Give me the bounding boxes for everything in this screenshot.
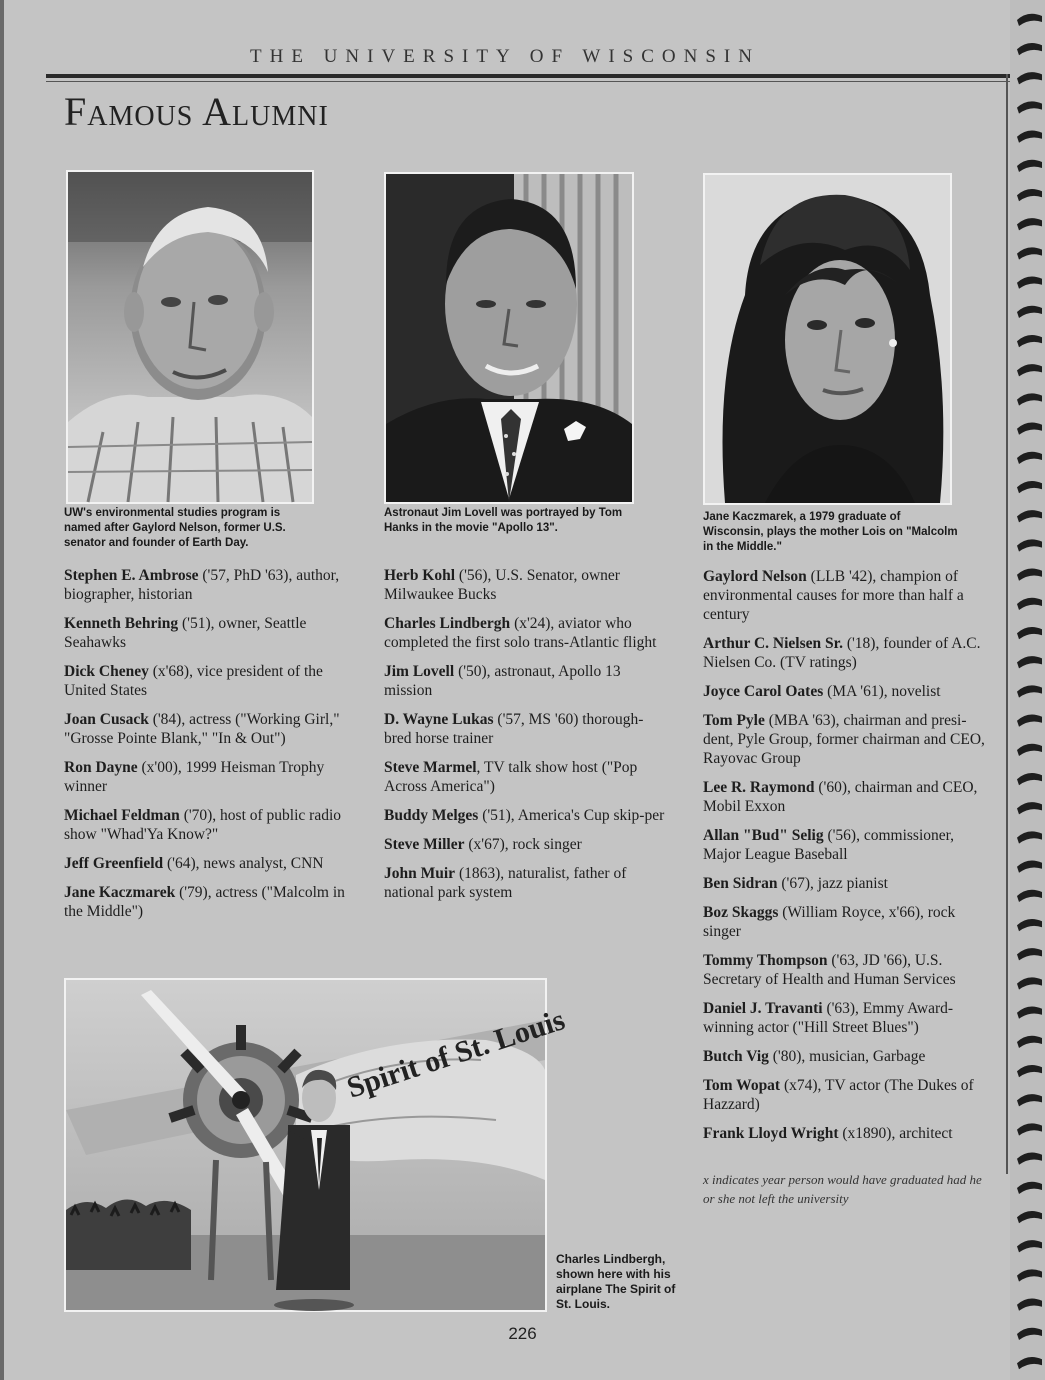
spiral-loop [1017, 1182, 1042, 1194]
running-head: THE UNIVERSITY OF WISCONSIN [250, 46, 760, 67]
spiral-loop [1017, 1036, 1042, 1048]
spiral-loop [1017, 160, 1042, 172]
alumni-entry: Arthur C. Nielsen Sr. ('18), founder of A.C. Nielsen Co. (TV ratings) [703, 635, 981, 671]
spiral-loop [1017, 861, 1042, 873]
spiral-loop [1017, 1240, 1042, 1252]
spiral-loop [1017, 627, 1042, 639]
spiral-loop [1017, 131, 1042, 143]
alumni-entry: Tom Pyle (MBA '63), chairman and presi-dent, Pyle Group, former chairman and CEO, Rayovac Group [703, 712, 985, 767]
alumni-entry: Joan Cusack ('84), actress ("Working Girl," "Grosse Pointe Blank," "In & Out") [64, 711, 340, 747]
spiral-loop [1017, 452, 1042, 464]
photo-caption-lovell: Astronaut Jim Lovell was portrayed by Tom Hanks in the movie "Apollo 13". [384, 507, 623, 534]
page-number: 226 [508, 1324, 537, 1343]
alumni-entry: D. Wayne Lukas ('57, MS '60) thorough-bred horse trainer [384, 711, 644, 747]
photo-jane-kaczmarek [703, 173, 952, 505]
spiral-loop [1017, 1123, 1042, 1135]
spiral-loop [1017, 1299, 1042, 1311]
alumni-entry: Gaylord Nelson (LLB '42), champion of environmental causes for more than half a century [703, 568, 964, 623]
header-rule-thin [46, 81, 1010, 82]
spiral-loop [1017, 948, 1042, 960]
alumni-entry: Steve Miller (x'67), rock singer [384, 836, 582, 853]
spiral-loop [1017, 1153, 1042, 1165]
alumni-entry: Stephen E. Ambrose ('57, PhD '63), author, biographer, historian [64, 567, 340, 603]
alumni-entry: Allan "Bud" Selig ('56), commissioner, Major League Baseball [703, 827, 955, 863]
spiral-loop [1017, 656, 1042, 668]
alumni-entry: Ben Sidran ('67), jazz pianist [703, 875, 888, 892]
alumni-entry: Lee R. Raymond ('60), chairman and CEO, Mobil Exxon [703, 779, 978, 815]
alumni-entry: Butch Vig ('80), musician, Garbage [703, 1048, 926, 1065]
spiral-loop [1017, 335, 1042, 347]
alumni-entry: Tom Wopat (x74), TV actor (The Dukes of Hazzard) [703, 1077, 974, 1113]
spiral-loop [1017, 247, 1042, 259]
spiral-loop [1017, 539, 1042, 551]
spiral-loop [1017, 1211, 1042, 1223]
alumni-entry: Jeff Greenfield ('64), news analyst, CNN [64, 855, 324, 872]
alumni-entry: Buddy Melges ('51), America's Cup skip-per [384, 807, 665, 824]
spiral-loop [1017, 43, 1042, 55]
photo-lindbergh-spirit-of-st-louis [64, 978, 569, 1312]
spiral-loop [1017, 481, 1042, 493]
spiral-loop [1017, 189, 1042, 201]
alumni-column-1 [64, 566, 354, 931]
spiral-loop [1017, 890, 1042, 902]
alumni-entry: Frank Lloyd Wright (x1890), architect [703, 1125, 953, 1142]
spiral-loop [1017, 72, 1042, 84]
alumni-entry: Boz Skaggs (William Royce, x'66), rock singer [703, 904, 956, 940]
plane-lettering: Spirit of St. Louis [342, 1003, 569, 1105]
spiral-loop [1017, 306, 1042, 318]
spiral-loop [1017, 598, 1042, 610]
spiral-loop [1017, 218, 1042, 230]
spiral-loop [1017, 277, 1042, 289]
alumni-entry: Herb Kohl ('56), U.S. Senator, owner Milwaukee Bucks [384, 567, 620, 603]
alumni-entry: Kenneth Behring ('51), owner, Seattle Seahawks [64, 615, 307, 651]
spiral-loop [1017, 831, 1042, 843]
photo-caption-kaczmarek: Jane Kaczmarek, a 1979 graduate of Wisconsin, plays the mother Lois on "Malcolm in the Middle." [703, 511, 958, 553]
alumni-entry: Joyce Carol Oates (MA '61), novelist [703, 683, 941, 700]
spiral-loop [1017, 1007, 1042, 1019]
photo-jim-lovell [384, 172, 634, 504]
photo-caption-lindbergh: Charles Lindbergh, shown here with his airplane The Spirit of St. Louis. [556, 1252, 676, 1311]
spiral-loop [1017, 1357, 1042, 1369]
alumni-column-3 [703, 567, 993, 1153]
alumni-entry: Ron Dayne (x'00), 1999 Heisman Trophy winner [64, 759, 325, 795]
photo-gaylord-nelson [66, 170, 314, 504]
spiral-loop [1017, 423, 1042, 435]
alumni-entry: Dick Cheney (x'68), vice president of the United States [64, 663, 323, 699]
spiral-loop [1017, 744, 1042, 756]
alumni-entry: Daniel J. Travanti ('63), Emmy Award-winning actor ("Hill Street Blues") [703, 1000, 954, 1036]
alumni-entry: Tommy Thompson ('63, JD '66), U.S. Secretary of Health and Human Services [703, 952, 956, 988]
spiral-loop [1017, 977, 1042, 989]
spiral-loop [1017, 685, 1042, 697]
spiral-loop [1017, 715, 1042, 727]
alumni-entry: Jim Lovell ('50), astronaut, Apollo 13 mission [384, 663, 621, 699]
alumni-entry: Charles Lindbergh (x'24), aviator who completed the first solo trans-Atlantic flight [384, 615, 657, 651]
spiral-loop [1017, 14, 1042, 26]
spiral-loop [1017, 1269, 1042, 1281]
spiral-loop [1017, 802, 1042, 814]
alumni-column-2 [384, 566, 666, 912]
spiral-loop [1017, 1094, 1042, 1106]
footnote: x indicates year person would have graduated had he or she not left the university [703, 1172, 982, 1206]
photo-caption-nelson: UW's environmental studies program is named after Gaylord Nelson, former U.S. senator and founder of Earth Day. [64, 507, 286, 549]
alumni-entry: Steve Marmel, TV talk show host ("Pop Across America") [384, 759, 638, 795]
spiral-loop [1017, 364, 1042, 376]
spiral-loop [1017, 569, 1042, 581]
alumni-entry: John Muir (1863), naturalist, father of national park system [384, 865, 627, 901]
spiral-loop [1017, 393, 1042, 405]
spiral-loop [1017, 101, 1042, 113]
right-border-rule [1006, 74, 1008, 1174]
page-title: Famous Alumni [64, 89, 329, 134]
alumni-entry: Michael Feldman ('70), host of public radio show "Whad'Ya Know?" [64, 807, 342, 843]
header-rule [46, 74, 1010, 78]
spiral-loop [1017, 510, 1042, 522]
alumni-entry: Jane Kaczmarek ('79), actress ("Malcolm in the Middle") [64, 884, 345, 920]
spiral-loop [1017, 1065, 1042, 1077]
page-edge-shadow [0, 0, 4, 1380]
spiral-loop [1017, 1328, 1042, 1340]
spiral-binding [1014, 0, 1045, 1380]
spiral-loop [1017, 773, 1042, 785]
spiral-loop [1017, 919, 1042, 931]
